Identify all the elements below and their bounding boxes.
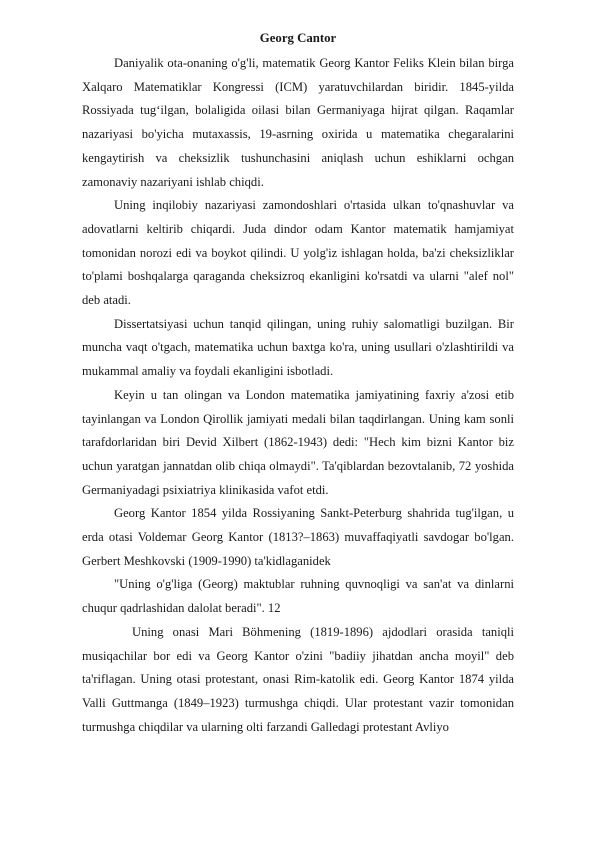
paragraph-intro: Daniyalik ota-onaning o'g'li, matematik Georg Kantor Feliks Klein bilan birga Xalqaro Matematiklar Kongressi (ICM) yaratuvchilardan biridir. 1845-yilda Rossiyada tug‘ilgan, bolaligida oilasi bilan Germaniyaga hijrat qilgan. Raqamlar nazariyasi bo'yicha mutaxassis, 19-asrning oxirida u matematika chegaralarini kengaytirish va cheksizlik tushunchasini aniqlash uchun eshiklarni ochgan zamonaviy nazariyani ishlab chiqdi.	[82, 56, 514, 189]
paragraph-recognition: Keyin u tan olingan va London matematika jamiyatining faxriy a'zosi etib tayinlangan va London Qirollik jamiyati medali bilan taqdirlangan. Uning kam sonli tarafdorlaridan biri Devid Xilbert (1862-1943) dedi: "Hech kim bizni Kantor biz uchun yaratgan jannatdan olib chiqa olmaydi". Ta'qiblardan bezovtalanib, 72 yoshida Germaniyadagi psixiatriya klinikasida vafot etdi.	[82, 387, 514, 497]
paragraph-mother: Uning onasi Mari Böhmening (1819-1896) ajdodlari orasida taniqli musiqachilar bor edi va Georg Kantor o'zini "badiiy jihatdan ancha moyil" deb ta'riflagan. Uning otasi protestant, onasi Rim-katolik edi. Georg Kantor 1874 yilda Valli Guttmanga (1849–1923) turmushga chiqdi. Ular protestant vazir tomonidan turmushga chiqdilar va ularning olti farzandi Galledagi protestant Avliyo	[82, 624, 514, 734]
document-title: Georg Cantor	[259, 31, 337, 45]
paragraph-birth: Georg Kantor 1854 yilda Rossiyaning Sankt-Peterburg shahrida tug'ilgan, u erda otasi Voldemar Georg Kantor (1813?–1863) muvaffaqiyatli savdogar bo'lgan. Gerbert Meshkovski (1909-1990) ta'kidlaganidek	[82, 506, 514, 568]
document-page	[82, 28, 514, 739]
paragraph-quote: "Uning o'g'liga (Georg) maktublar ruhning quvnoqligi va san'at va dinlarni chuqur qadrlashidan dalolat beradi". 12	[82, 577, 514, 616]
paragraph-dissertation: Dissertatsiyasi uchun tanqid qilingan, uning ruhiy salomatligi buzilgan. Bir muncha vaqt o'tgach, matematika uchun baxtga ko'ra, uning usullari o'zlashtirildi va mukammal amaliy va foydali ekanligini isbotladi.	[82, 316, 514, 379]
paragraph-theory: Uning inqilobiy nazariyasi zamondoshlari o'rtasida ulkan to'qnashuvlar va adovatlarni keltirib chiqardi. Juda dindor odam Kantor matematik hamjamiyat tomonidan norozi edi va boykot qilindi. U yolg'iz ishlagan holda, ba'zi cheksizliklar to'plami boshqalarga qaraganda cheksizroq ekanligini ko'rsatdi va ularni "alef nol" deb atadi.	[82, 198, 514, 308]
